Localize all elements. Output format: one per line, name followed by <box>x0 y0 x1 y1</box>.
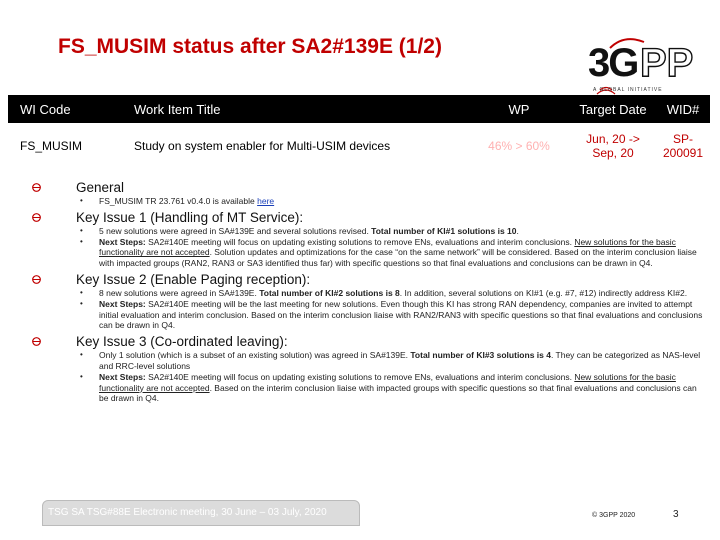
svg-text:3G: 3G <box>588 41 638 85</box>
footer-copyright: © 3GPP 2020 <box>592 512 636 519</box>
list-item: • 5 new solutions were agreed in SA#139E and several solutions revised. Total number of KI#1 solutions is 10. <box>30 226 705 237</box>
tr-link[interactable]: here <box>257 196 275 206</box>
section-heading: Key Issue 3 (Co-ordinated leaving): <box>30 334 705 349</box>
section-bullet-icon <box>32 337 41 346</box>
section-heading: Key Issue 1 (Handling of MT Service): <box>30 210 705 225</box>
section-heading: General <box>30 180 705 195</box>
cell-work-item-title: Study on system enabler for Multi-USIM devices <box>122 123 452 169</box>
target-date-line2: Sep, 20 <box>592 146 634 160</box>
list-item: • FS_MUSIM TR 23.761 v0.4.0 is available here <box>30 196 705 207</box>
bullet-list <box>30 288 705 331</box>
table-row <box>8 123 710 169</box>
footer-meeting: TSG SA TSG#88E Electronic meeting, 30 June – 03 July, 2020 <box>48 507 327 518</box>
section-heading: Key Issue 2 (Enable Paging reception): <box>30 272 705 287</box>
list-item: • Only 1 solution (which is a subset of an existing solution) was agreed in SA#139E. Total number of KI#3 solutions is 4. They can be categorized as NAS-level and RRC-level solutions <box>30 350 705 372</box>
list-item: • 8 new solutions were agreed in SA#139E. Total number of KI#2 solutions is 8. In addition, several solutions on KI#1 (e.g. #7, #12) indirectly address KI#2. <box>30 288 705 299</box>
3gpp-logo <box>580 28 698 96</box>
section-bullet-icon <box>32 183 41 192</box>
bullet-list <box>30 350 705 404</box>
list-item: • Next Steps: SA2#140E meeting will be the last meeting for new solutions. Even though this KI has strong RAN dependency, companies are invited to attempt initial evaluation and interim conclusion. Based on the interim conclusion liaise with RAN2/RAN3 with specific questions so that final evaluations and conclusions can be drawn in Q4. <box>30 299 705 331</box>
logo-tagline: A GLOBAL INITIATIVE <box>593 87 663 93</box>
target-date-line1: Jun, 20 -> <box>586 132 640 146</box>
cell-wid: SP-200091 <box>656 123 710 169</box>
header-wid: WID# <box>656 95 710 123</box>
cell-wp: 46% > 60% <box>452 123 558 169</box>
logo-mark-icon <box>588 39 693 94</box>
header-work-item-title: Work Item Title <box>122 95 452 123</box>
section-bullet-icon <box>32 213 41 222</box>
header-target-date: Target Date <box>558 95 656 123</box>
cell-wi-code: FS_MUSIM <box>8 123 122 169</box>
table-header-row <box>8 95 710 123</box>
list-item: • Next Steps: SA2#140E meeting will focus on updating existing solutions to remove ENs, evaluations and interim conclusions. New solutions for the basic functionality are not accepted. Based on the interim conclusion liaise with impacted groups with specific questions so that final evaluations and conclusions can be drawn in Q4. <box>30 372 705 404</box>
header-wi-code: WI Code <box>8 95 122 123</box>
header-wp: WP <box>452 95 558 123</box>
section-bullet-icon <box>32 275 41 284</box>
bullet-list <box>30 196 705 207</box>
section-general <box>30 180 705 207</box>
section-key-issue-3 <box>30 334 705 404</box>
page-number: 3 <box>673 509 679 520</box>
bullet-list <box>30 226 705 269</box>
slide-content <box>30 180 705 407</box>
slide-title: FS_MUSIM status after SA2#139E (1/2) <box>58 35 442 58</box>
list-item: • Next Steps: SA2#140E meeting will focus on updating existing solutions to remove ENs, evaluations and interim conclusions. New solutions for the basic functionality are not accepted. Solution updates and optimizations for the case “on the same network” will be considered. Based on the interim conclusion liaise with impacted groups (RAN2, RAN3 or SA3 identified thus far) with specific questions so that final evaluations and conclusions can be drawn in Q4. <box>30 237 705 269</box>
section-key-issue-2 <box>30 272 705 331</box>
cell-target-date <box>558 123 656 169</box>
svg-text:PP: PP <box>640 41 694 85</box>
work-item-table <box>8 95 710 169</box>
section-key-issue-1 <box>30 210 705 269</box>
